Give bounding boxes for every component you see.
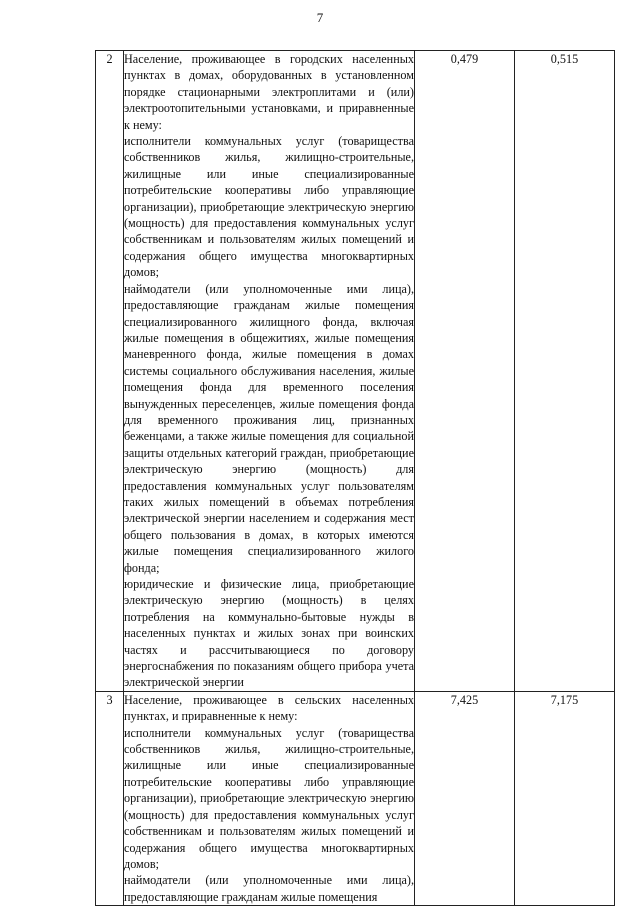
description-paragraph: исполнители коммунальных услуг (товарищества собственников жилья, жилищно-строительные, жилищные или иные специализированные потребительские кооперативы либо управляющие организации), приобретающие электрическую энергию (мощность) для предоставления коммунальных услуг собственникам и пользователям жилых помещений и содержания общего имущества многоквартирных домов; (124, 725, 414, 871)
tariff-value-1: 0,479 (415, 51, 515, 692)
table-row (96, 691, 615, 905)
tariff-value-2: 0,515 (515, 51, 615, 692)
description-paragraph: Население, проживающее в городских населенных пунктах в домах, оборудованных в установленном порядке стационарными электроплитами и (или) электроотопительными установками, и приравненные к нему: (124, 52, 414, 132)
tariff-table (95, 50, 615, 906)
table-row (96, 51, 615, 692)
description-paragraph: юридические и физические лица, приобретающие электрическую энергию (мощность) в целях потребления на коммунально-бытовые нужды в населенных пунктах и жилых зонах при воинских частях и рассчитывающиеся по договору энергоснабжения по показаниям общего прибора учета электрической энергии (124, 577, 414, 690)
row-description (124, 51, 415, 692)
description-paragraph: исполнители коммунальных услуг (товарищества собственников жилья, жилищно-строительные, жилищные или иные специализированные потребительские кооперативы либо управляющие организации), приобретающие электрическую энергию (мощность) для предоставления коммунальных услуг собственникам и пользователям жилых помещений и содержания общего имущества многоквартирных домов; (124, 134, 414, 280)
description-paragraph: наймодатели (или уполномоченные ими лица), предоставляющие гражданам жилые помещения специализированного жилищного фонда, включая жилые помещения в общежитиях, жилые помещения маневренного фонда, жилые помещения в домах системы социального обслуживания населения, жилые помещения фонда для временного поселения вынужденных переселенцев, жилые помещения фонда для временного проживания лиц, признанных беженцами, а также жилые помещения для социальной защиты отдельных категорий граждан, приобретающие электрическую энергию (мощность) для предоставления коммунальных услуг пользователям таких жилых помещений в объемах потребления электрической энергии населением и содержания мест общего пользования в домах, в которых имеются жилые помещения специализированного жилого фонда; (124, 281, 414, 575)
page-number: 7 (316, 10, 324, 25)
row-number: 3 (96, 691, 124, 905)
row-description (124, 691, 415, 905)
tariff-value-2: 7,175 (515, 691, 615, 905)
row-number: 2 (96, 51, 124, 692)
tariff-value-1: 7,425 (415, 691, 515, 905)
description-paragraph: Население, проживающее в сельских населенных пунктах, и приравненные к нему: (124, 692, 414, 724)
description-paragraph: наймодатели (или уполномоченные ими лица), предоставляющие гражданам жилые помещения (124, 873, 414, 904)
